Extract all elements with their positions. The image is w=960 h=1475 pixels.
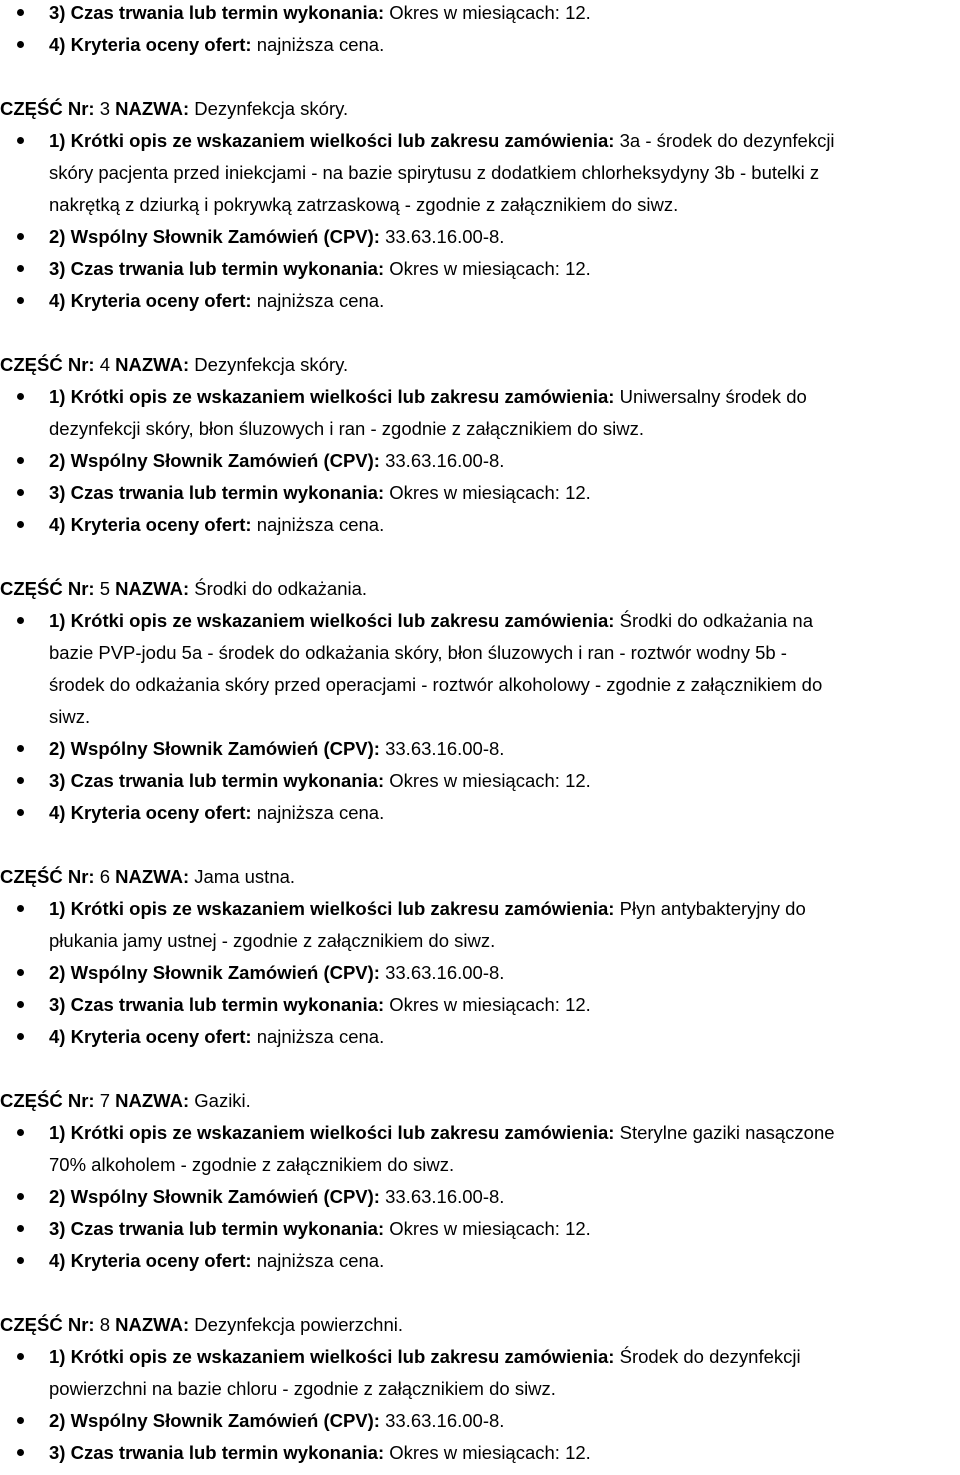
label-czas: 3) Czas trwania lub termin wykonania: [49,770,385,791]
value-kryteria: najniższa cena. [256,514,385,535]
bullet-icon [17,457,24,464]
label-czesc: CZĘŚĆ Nr: [0,866,95,887]
part-heading-6 [0,861,960,893]
list-item-czas [0,1437,960,1469]
bullet-icon [17,905,24,912]
label-czas: 3) Czas trwania lub termin wykonania: [49,2,385,23]
label-nazwa: NAZWA: [115,866,190,887]
label-kryteria: 4) Kryteria oceny ofert: [49,34,252,55]
bullet-icon [17,1449,24,1456]
value-kryteria: najniższa cena. [256,290,385,311]
value-cpv: 33.63.16.00-8. [385,450,505,471]
label-cpv: 2) Wspólny Słownik Zamówień (CPV): [49,450,380,471]
list-item-kryteria [0,509,960,541]
bullet-icon [17,1417,24,1424]
list-item-cpv [0,1405,960,1437]
part-heading-4 [0,349,960,381]
desc-line: Uniwersalny środek do [619,386,807,407]
value-kryteria: najniższa cena. [256,802,385,823]
value-kryteria: najniższa cena. [256,1250,385,1271]
list-item-opis [0,1117,960,1181]
label-cpv: 2) Wspólny Słownik Zamówień (CPV): [49,226,380,247]
list-item-czas [0,1213,960,1245]
label-nazwa: NAZWA: [115,1314,190,1335]
list-item-kryteria [0,1245,960,1277]
value-czas: Okres w miesiącach: 12. [389,1218,591,1239]
list-item-opis [0,381,960,445]
label-opis: 1) Krótki opis ze wskazaniem wielkości lub zakresu zamówienia: [49,386,615,407]
label-czas: 3) Czas trwania lub termin wykonania: [49,994,385,1015]
list-item-cpv [0,221,960,253]
label-czesc: CZĘŚĆ Nr: [0,578,95,599]
list-item-opis [0,605,960,733]
list-item-kryteria [0,797,960,829]
list-item-cpv [0,445,960,477]
desc-line: Płyn antybakteryjny do [619,898,806,919]
label-czas: 3) Czas trwania lub termin wykonania: [49,258,385,279]
label-nazwa: NAZWA: [115,1090,190,1111]
bullet-icon [17,1033,24,1040]
value-cpv: 33.63.16.00-8. [385,962,505,983]
label-cpv: 2) Wspólny Słownik Zamówień (CPV): [49,1186,380,1207]
label-czesc: CZĘŚĆ Nr: [0,98,95,119]
list-item-czas [0,989,960,1021]
part-number: 7 [99,1090,110,1111]
list-item-kryteria [0,285,960,317]
bullet-icon [17,297,24,304]
bullet-icon [17,969,24,976]
bullet-icon [17,1129,24,1136]
label-kryteria: 4) Kryteria oceny ofert: [49,290,252,311]
desc-line: Środek do dezynfekcji [619,1346,801,1367]
bullet-icon [17,137,24,144]
desc-line: dezynfekcji skóry, błon śluzowych i ran - zgodnie z załącznikiem do siwz. [49,418,644,439]
label-czesc: CZĘŚĆ Nr: [0,354,95,375]
bullet-icon [17,777,24,784]
list-item-cpv [0,733,960,765]
desc-line: skóry pacjenta przed iniekcjami - na bazie spirytusu z dodatkiem chlorheksydyny 3b - butelki z [49,162,820,183]
list-item-kryteria [0,1021,960,1053]
label-czas: 3) Czas trwania lub termin wykonania: [49,1218,385,1239]
part-heading-5 [0,573,960,605]
desc-line: Środki do odkażania na [619,610,813,631]
bullet-icon [17,1257,24,1264]
part-heading-7 [0,1085,960,1117]
bullet-icon [17,1353,24,1360]
part-name: Jama ustna. [194,866,296,887]
bullet-icon [17,1193,24,1200]
label-kryteria: 4) Kryteria oceny ofert: [49,514,252,535]
list-item-czas [0,477,960,509]
desc-line: środek do odkażania skóry przed operacjami - roztwór alkoholowy - zgodnie z załącznikiem do [49,674,823,695]
bullet-icon [17,1225,24,1232]
part-number: 8 [99,1314,110,1335]
value-czas: Okres w miesiącach: 12. [389,2,591,23]
bullet-icon [17,233,24,240]
desc-line: powierzchni na bazie chloru - zgodnie z załącznikiem do siwz. [49,1378,556,1399]
part-number: 6 [99,866,110,887]
part-number: 5 [99,578,110,599]
part-name: Gaziki. [194,1090,251,1111]
list-item-opis [0,1341,960,1405]
part-name: Dezynfekcja skóry. [194,354,349,375]
label-czesc: CZĘŚĆ Nr: [0,1090,95,1111]
list-item-czas [0,765,960,797]
desc-line: bazie PVP-jodu 5a - środek do odkażania skóry, błon śluzowych i ran - roztwór wodny 5b - [49,642,787,663]
bullet-icon [17,617,24,624]
list-item-cpv [0,957,960,989]
bullet-icon [17,41,24,48]
list-item-opis [0,893,960,957]
value-kryteria: najniższa cena. [256,34,385,55]
label-kryteria: 4) Kryteria oceny ofert: [49,1026,252,1047]
label-cpv: 2) Wspólny Słownik Zamówień (CPV): [49,1410,380,1431]
bullet-icon [17,9,24,16]
bullet-icon [17,809,24,816]
value-cpv: 33.63.16.00-8. [385,1186,505,1207]
desc-line: płukania jamy ustnej - zgodnie z załącznikiem do siwz. [49,930,496,951]
label-czas: 3) Czas trwania lub termin wykonania: [49,1442,385,1463]
desc-line: 70% alkoholem - zgodnie z załącznikiem do siwz. [49,1154,455,1175]
value-cpv: 33.63.16.00-8. [385,226,505,247]
value-czas: Okres w miesiącach: 12. [389,1442,591,1463]
desc-line: nakrętką z dziurką i pokrywką zatrzaskową - zgodnie z załącznikiem do siwz. [49,194,679,215]
list-item-czas-top [0,0,960,29]
value-kryteria: najniższa cena. [256,1026,385,1047]
value-czas: Okres w miesiącach: 12. [389,994,591,1015]
bullet-icon [17,1001,24,1008]
part-name: Dezynfekcja powierzchni. [194,1314,403,1335]
label-opis: 1) Krótki opis ze wskazaniem wielkości lub zakresu zamówienia: [49,1122,615,1143]
part-heading-8 [0,1309,960,1341]
bullet-icon [17,521,24,528]
bullet-icon [17,489,24,496]
list-item-czas [0,253,960,285]
bullet-icon [17,393,24,400]
part-name: Środki do odkażania. [194,578,368,599]
label-cpv: 2) Wspólny Słownik Zamówień (CPV): [49,738,380,759]
part-number: 4 [99,354,110,375]
value-czas: Okres w miesiącach: 12. [389,770,591,791]
value-czas: Okres w miesiącach: 12. [389,482,591,503]
part-heading-3 [0,93,960,125]
desc-line: siwz. [49,706,91,727]
label-czas: 3) Czas trwania lub termin wykonania: [49,482,385,503]
label-opis: 1) Krótki opis ze wskazaniem wielkości lub zakresu zamówienia: [49,898,615,919]
label-nazwa: NAZWA: [115,98,190,119]
desc-line: 3a - środek do dezynfekcji [619,130,835,151]
bullet-icon [17,745,24,752]
desc-line: Sterylne gaziki nasączone [619,1122,835,1143]
label-nazwa: NAZWA: [115,578,190,599]
list-item-kryteria-top [0,29,960,61]
label-nazwa: NAZWA: [115,354,190,375]
value-czas: Okres w miesiącach: 12. [389,258,591,279]
list-item-opis [0,125,960,221]
bullet-icon [17,265,24,272]
label-czesc: CZĘŚĆ Nr: [0,1314,95,1335]
label-opis: 1) Krótki opis ze wskazaniem wielkości lub zakresu zamówienia: [49,610,615,631]
part-number: 3 [99,98,110,119]
value-cpv: 33.63.16.00-8. [385,738,505,759]
label-kryteria: 4) Kryteria oceny ofert: [49,1250,252,1271]
label-opis: 1) Krótki opis ze wskazaniem wielkości lub zakresu zamówienia: [49,130,615,151]
value-cpv: 33.63.16.00-8. [385,1410,505,1431]
list-item-cpv [0,1181,960,1213]
part-name: Dezynfekcja skóry. [194,98,349,119]
label-opis: 1) Krótki opis ze wskazaniem wielkości lub zakresu zamówienia: [49,1346,615,1367]
label-cpv: 2) Wspólny Słownik Zamówień (CPV): [49,962,380,983]
label-kryteria: 4) Kryteria oceny ofert: [49,802,252,823]
